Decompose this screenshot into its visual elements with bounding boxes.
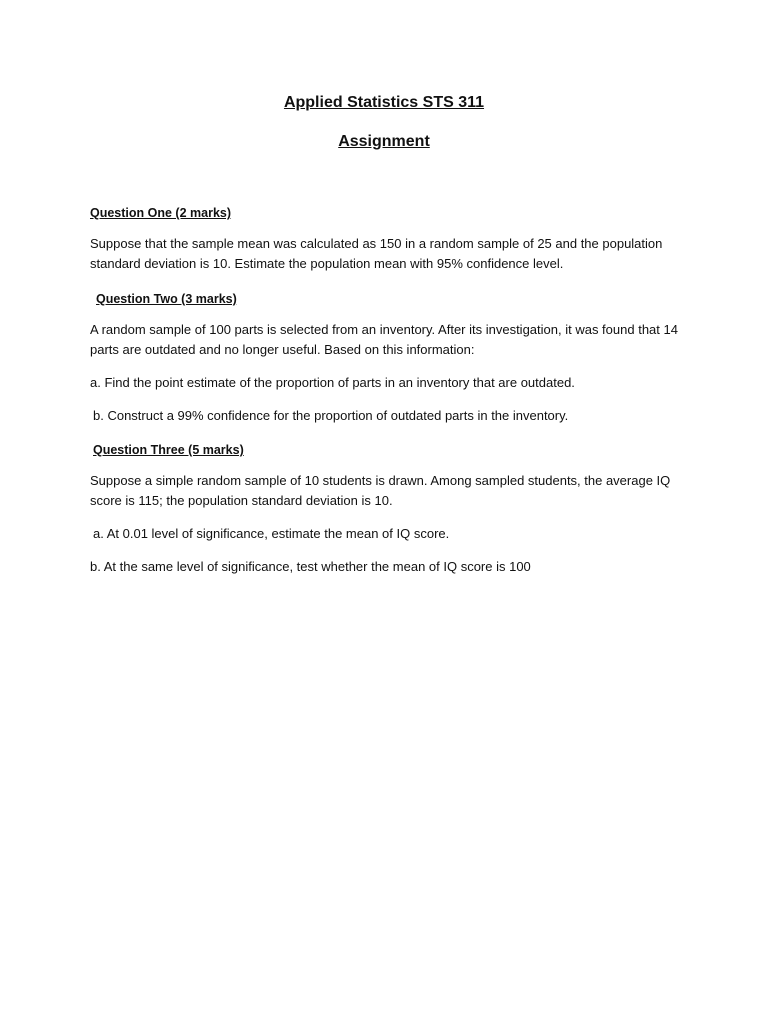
question-three-part-b: b. At the same level of significance, test whether the mean of IQ score is 100 — [90, 559, 531, 574]
question-two-heading: Question Two (3 marks) — [96, 292, 237, 306]
question-one-body: Suppose that the sample mean was calculated as 150 in a random sample of 25 and the population standard deviation is 10. Estimate the population mean with 95% confidence level. — [90, 236, 663, 271]
question-three-part-a: a. At 0.01 level of significance, estimate the mean of IQ score. — [93, 526, 450, 541]
question-two-body: A random sample of 100 parts is selected from an inventory. After its investigation, it was found that 14 parts are outdated and no longer useful. Based on this information: — [90, 322, 678, 357]
document-subtitle: Assignment — [338, 133, 430, 150]
question-two-part-b: b. Construct a 99% confidence for the proportion of outdated parts in the inventory. — [93, 408, 569, 423]
question-three-body: Suppose a simple random sample of 10 students is drawn. Among sampled students, the average IQ score is 115; the population standard deviation is 10. — [90, 473, 671, 508]
question-three-heading: Question Three (5 marks) — [93, 443, 244, 457]
document-title: Applied Statistics STS 311 — [283, 94, 485, 111]
question-two-part-a: a. Find the point estimate of the proportion of parts in an inventory that are outdated. — [90, 375, 575, 390]
question-one-heading: Question One (2 marks) — [90, 206, 232, 220]
